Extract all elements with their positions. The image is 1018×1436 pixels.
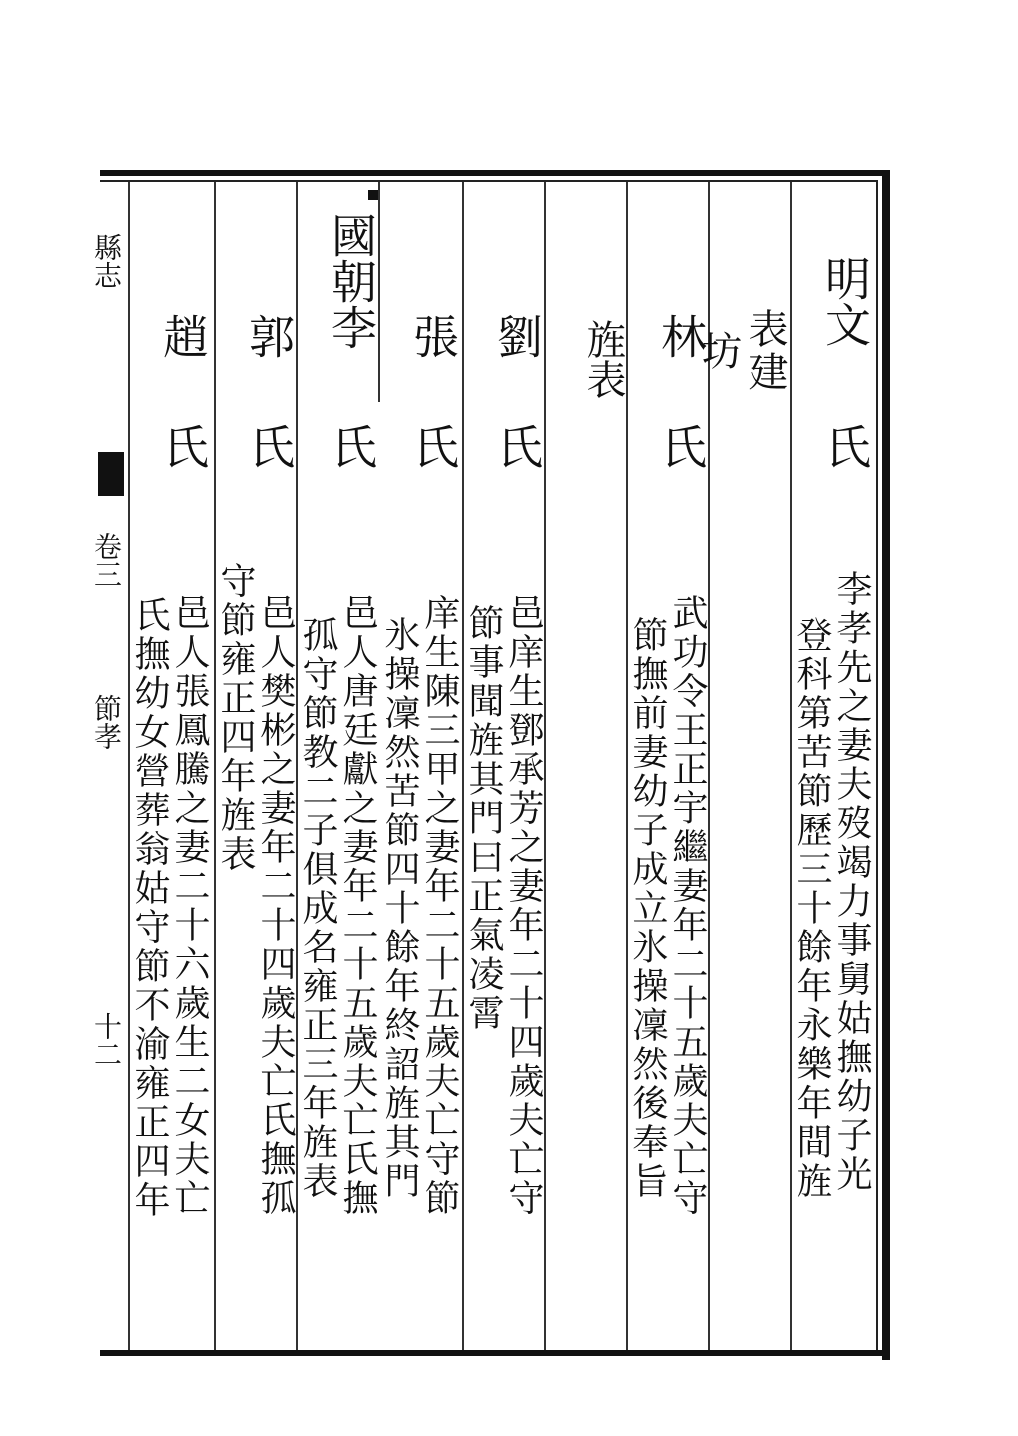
entry-text-right: 武功令王正宇繼妻年二十五歲夫亡守 [667,594,708,1218]
entry-heading: 張 [406,313,460,359]
entry-text-right: 庠生陳三甲之妻年二十五歲夫亡守節 [419,594,460,1218]
entry-surname-suffix: 氏 [242,423,296,469]
entry-guo [215,186,296,1346]
frame-bottom-border [100,1350,890,1356]
entry-text-left: 登科第苦節歷三十餘年永樂年間旌 [791,615,832,1201]
column-rule [544,182,546,1350]
margin-title: 縣志 [90,233,123,289]
entry-jingbiao [548,186,626,1346]
entry-surname-suffix: 氏 [490,423,544,469]
entry-surname-suffix: 氏 [406,423,460,469]
entry-text-left: 孤守節教二子俱成名雍正三年旌表 [297,615,338,1201]
entry-heading: 劉 [490,313,544,359]
entry-li [297,186,378,1346]
margin-section: 節孝 [90,694,123,750]
entry-text-left: 守節雍正四年旌表 [215,562,256,874]
entry-text-right: 邑人樊彬之妻年二十四歲夫亡氏撫孤 [255,594,296,1218]
entry-heading: 郭 [242,313,296,359]
entry-text-left: 氏撫幼女營葬翁姑守節不渝雍正四年 [129,596,170,1220]
entry-text-right: 邑庠生鄧承芳之妻年二十四歲夫亡守 [503,594,544,1218]
entry-heading: 國朝李 [324,212,378,350]
fishtail-mark [98,452,124,496]
margin-page-number: 十二 [90,1012,123,1068]
entry-heading-biao-jian: 表建坊 [695,308,788,394]
entry-heading: 趙 [156,313,210,359]
entry-zhang [379,186,460,1346]
margin-volume: 卷三 [90,532,123,588]
column-rule [378,182,380,402]
entry-surname-suffix: 氏 [324,423,378,469]
entry-zhao [129,186,210,1346]
entry-text-left: 節撫前妻幼子成立氷操凜然後奉旨 [627,615,668,1201]
entry-text-left: 節事聞旌其門曰正氣凌霄 [463,603,504,1033]
entry-text-right: 邑人唐廷獻之妻年二十五歲夫亡氏撫 [337,594,378,1218]
entry-surname-suffix: 氏 [818,423,872,469]
entry-surname-suffix: 氏 [654,423,708,469]
entry-biao-jian-fang [695,186,790,1346]
entry-surname-suffix: 氏 [156,423,210,469]
entry-text-left: 氷操凜然苦節四十餘年終詔旌其門 [379,615,420,1201]
entry-heading-jingbiao: 旌表 [580,319,626,399]
entry-liu [463,186,544,1346]
entry-text-right: 李孝先之妻夫歿竭力事舅姑撫幼子光 [831,570,872,1194]
entry-heading: 林 [654,313,708,359]
entry-lin [627,186,708,1346]
entry-heading: 明文 [818,255,872,347]
ink-mark [368,190,378,200]
entry-wen [791,186,872,1346]
entry-text-right: 邑人張鳳騰之妻二十六歲生二女夫亡 [169,594,210,1218]
